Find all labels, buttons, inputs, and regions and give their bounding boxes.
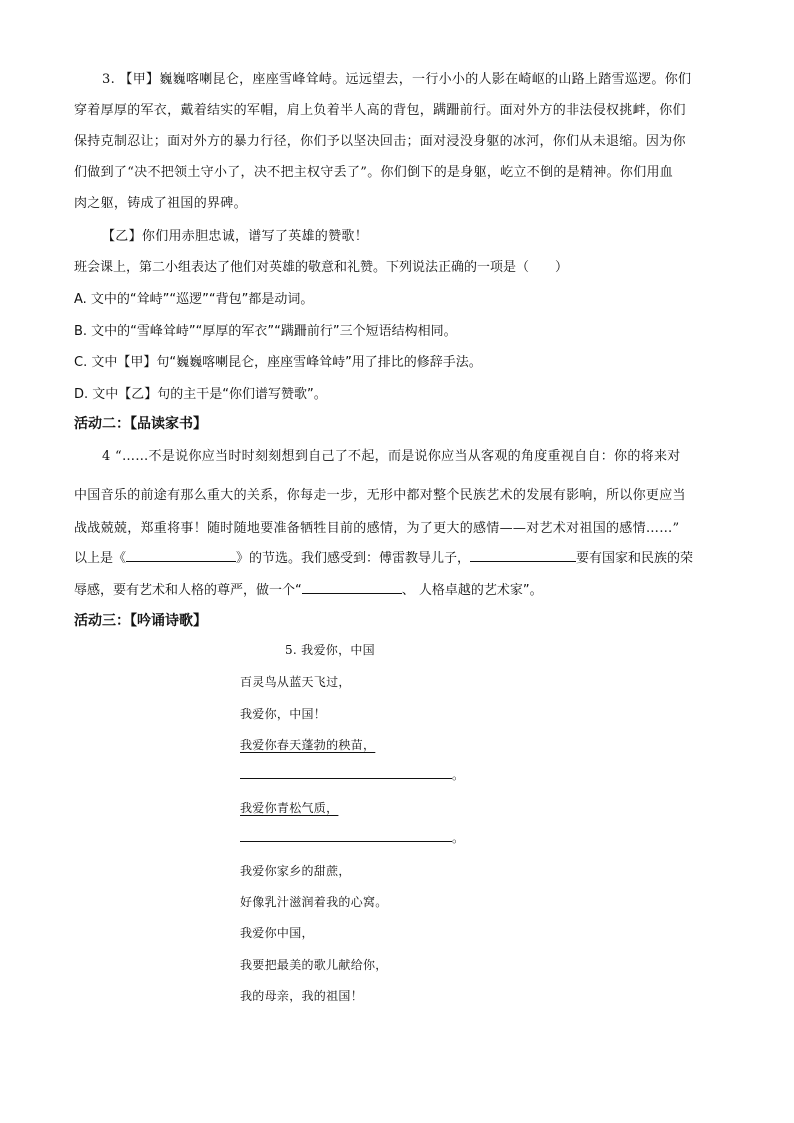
activity2-title: 活动二：【品读家书】 [74,416,207,432]
q3-passage-line-3: 保持克制忍让；面对外方的暴力行径，你们予以坚决回击；面对浸没身躯的冰河，你们从未退缩。因为你 [74,134,686,149]
q3-option-b: B. 文中的“雪峰耸峙”“厚厚的军衣”“蹒跚前行”三个短语结构相同。 [74,324,457,339]
poem-blank-1-period: 。 [452,768,465,782]
q4-quote-line-2: 中国音乐的前途有那么重大的关系，你每走一步，无形中都对整个民族艺术的发展有影响，所以你更应当 [74,488,686,503]
q3-passage-line-5: 肉之躯，铸成了祖国的界碑。 [74,196,247,211]
q3-passage-line-2: 穿着厚厚的军衣，戴着结实的军帽，肩上负着半人高的背包，蹒跚前行。面对外方的非法侵权挑衅，你们 [74,103,686,118]
q4-answer-line-1 [74,547,693,566]
q4-quote-line-1: 4 “……不是说你应当时时刻刻想到自己了不起，而是说你应当从客观的角度重视自自：你的将来对 [102,449,681,464]
poem-line-8: 我要把最美的歌儿献给你， [240,958,388,972]
q4-answer-text-d: 辱感，要有艺术和人格的尊严，做一个“ [74,583,302,598]
poem-blank-2-period: 。 [452,831,465,845]
q3-stem: 班会课上，第二小组表达了他们对英雄的敬意和礼赞。下列说法正确的一项是（ ） [74,260,569,275]
poem-line-2: 我爱你，中国！ [240,707,327,721]
q4-book-title-blank[interactable] [126,547,236,562]
poem-line-5: 我爱你家乡的甜蔗， [240,864,351,878]
poem-blank-2-row [240,827,464,846]
activity3-title: 活动三：【吟诵诗歌】 [74,613,207,629]
q3-passage-line-1: 3. 【甲】巍巍喀喇昆仑，座座雪峰耸峙。远远望去，一行小小的人影在崎岖的山路上踏雪巡逻。你们 [102,72,692,87]
q4-quote-line-3: 战战兢兢，郑重将事！随时随地要准备牺牲目前的感情，为了更大的感情——对艺术对祖国的感情……” [74,521,680,536]
q4-answer-text-b: 》的节选。我们感受到：傅雷教导儿子， [236,551,471,566]
q3-option-c: C. 文中【甲】句“巍巍喀喇昆仑，座座雪峰耸峙”用了排比的修辞手法。 [74,355,482,370]
q4-answer-text-c: 要有国家和民族的荣 [576,551,694,566]
q3-option-d: D. 文中【乙】句的主干是“你们谱写赞歌”。 [74,387,327,402]
q4-artist-quality-blank[interactable] [302,579,402,594]
q3-option-a: A. 文中的“耸峙”“巡逻”“背包”都是动词。 [74,292,314,307]
poem-blank-1-row [240,764,464,783]
poem-line-1: 百灵鸟从蓝天飞过， [240,675,351,689]
q4-answer-text-a: 以上是《 [74,551,127,566]
poem-line-7: 我爱你中国， [240,926,314,940]
poem-line-4: 我爱你青松气质， [240,801,339,815]
q5-poem-title: 5. 我爱你，中国 [285,643,375,657]
q4-answer-line-2 [74,579,543,598]
poem-line-9: 我的母亲，我的祖国！ [240,989,364,1003]
q3-yi-line: 【乙】你们用赤胆忠诚，谱写了英雄的赞歌！ [102,229,369,244]
q4-answer-text-e: 、 人格卓越的艺术家”。 [401,583,543,598]
poem-line-3: 我爱你春天蓬勃的秧苗， [240,738,376,752]
poem-blank-2[interactable] [240,827,452,842]
poem-line-6: 好像乳汁滋润着我的心窝。 [240,895,388,909]
poem-blank-1[interactable] [240,764,452,779]
q3-passage-line-4: 们做到了“决不把领土守小了，决不把主权守丢了”。你们倒下的是身躯，屹立不倒的是精神。你们用血 [74,165,674,180]
q4-teaching-blank[interactable] [470,547,576,562]
